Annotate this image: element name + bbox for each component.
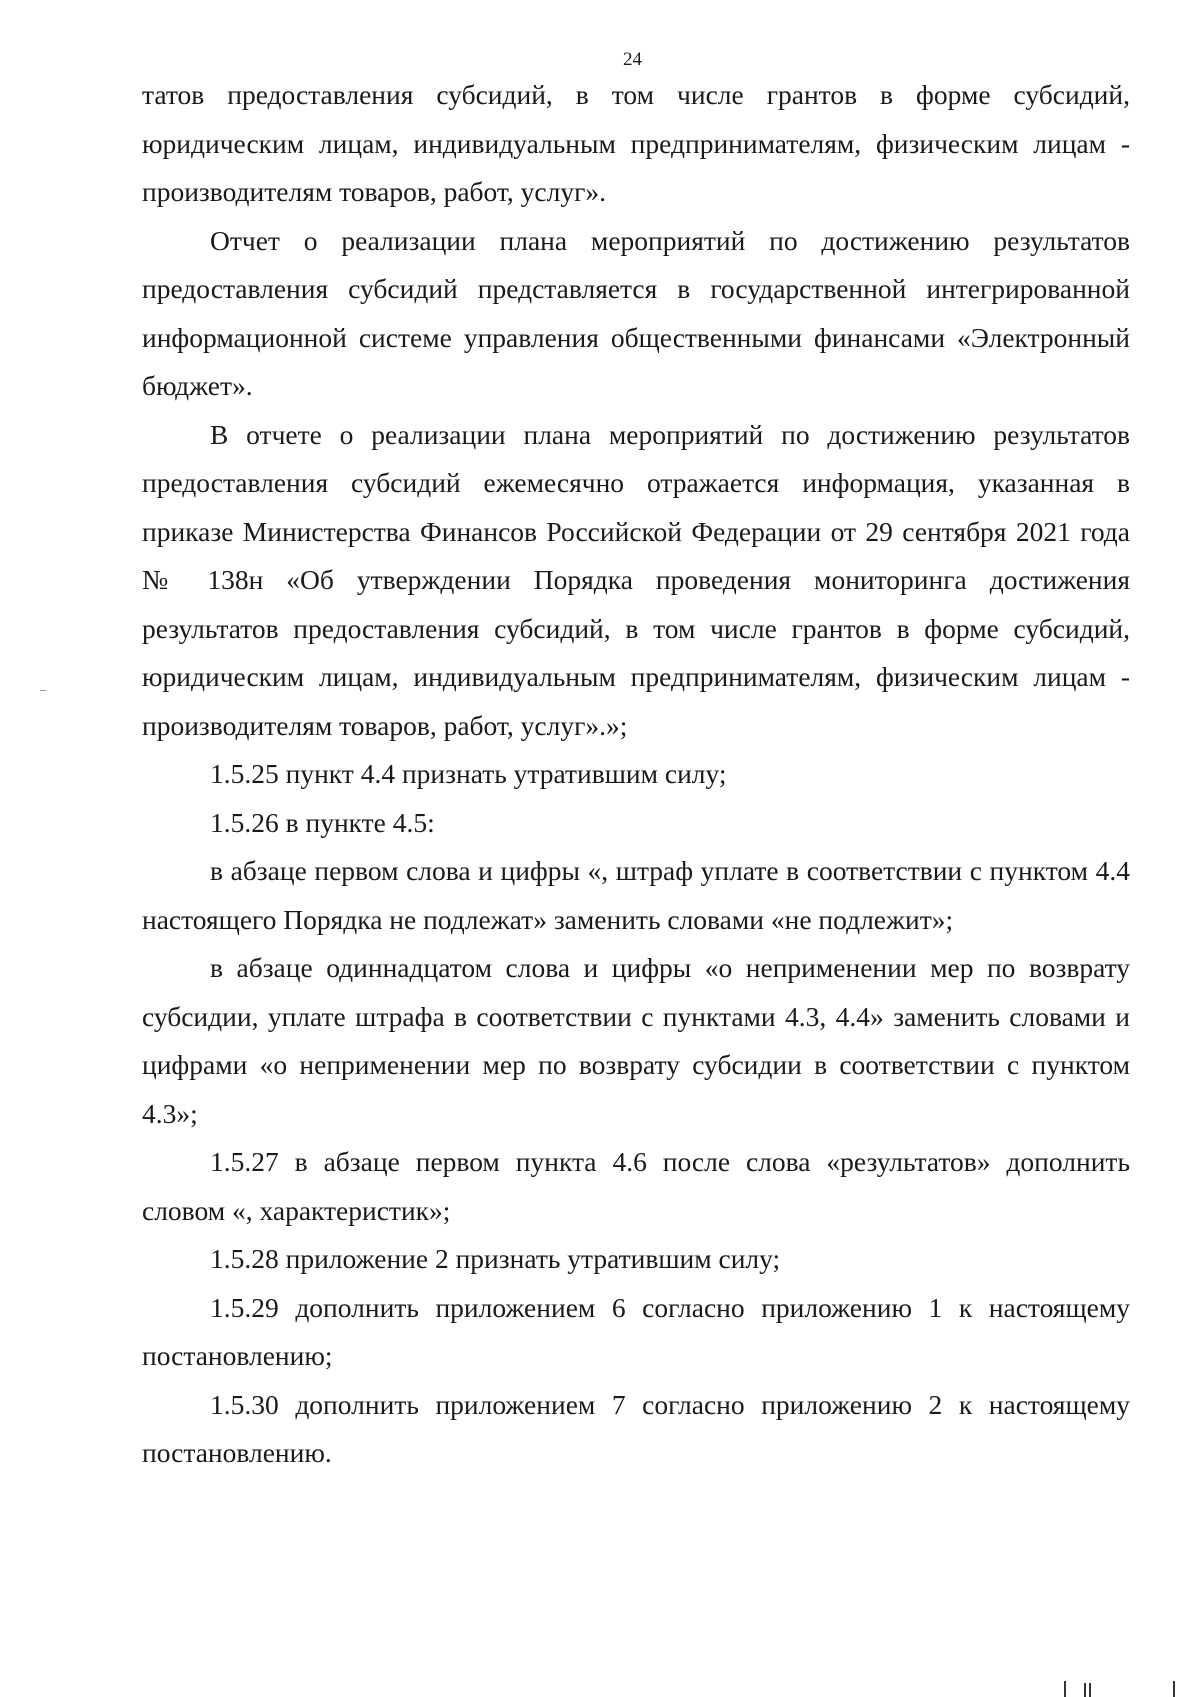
item-1-5-29: 1.5.29 дополнить приложением 6 согласно приложению 1 к настоящему постановлению; (142, 1291, 1130, 1371)
scan-artifact-bottom-4 (1173, 1681, 1175, 1697)
item-1-5-26: 1.5.26 в пункте 4.5: (210, 806, 435, 838)
paragraph-continuation: татов предоставления субсидий, в том числе грантов в форме субсидий, юридическим лицам, индивидуальным предпринимателям, физическим лицам - производителям товаров, работ, услуг». (142, 79, 1130, 207)
item-1-5-26-eleventh-paragraph: в абзаце одиннадцатом слова и цифры «о неприменении мер по возврату субсидии, уплате штрафа в соответствии с пунктами 4.3, 4.4» заменить словами и цифрами «о неприменении мер по возврату субсидии в соответствии с пунктом 4.3»; (142, 952, 1130, 1129)
item-1-5-25: 1.5.25 пункт 4.4 признать утратившим силу; (210, 758, 727, 789)
paragraph-report-monthly: В отчете о реализации плана мероприятий по достижению результатов предоставления субсидий ежемесячно отражается информация, указанная в приказе Министерства Финансов Российской Федерации от 29 сентября 2021 года № 138н «Об утверждении Порядка проведения мониторинга достижения результатов предоставления субсидий, в том числе грантов в форме субсидий, юридическим лицам, индивидуальным предпринимателям, физическим лицам - производителям товаров, работ, услуг».»; (142, 418, 1130, 741)
paragraph-report-system: Отчет о реализации плана мероприятий по достижению результатов предоставления субсидий представляется в государственной интегрированной информационной системе управления общественными финансами «Электронный бюджет». (142, 224, 1130, 401)
scan-artifact-bottom-3 (1089, 1683, 1091, 1697)
page-number: 24 (623, 49, 642, 70)
document-body (142, 71, 1130, 1478)
item-1-5-26-first-paragraph: в абзаце первом слова и цифры «, штраф уплате в соответствии с пунктом 4.4 настоящего Порядка не подлежат» заменить словами «не подлежит»; (142, 855, 1130, 935)
item-1-5-30: 1.5.30 дополнить приложением 7 согласно приложению 2 к настоящему постановлению. (142, 1388, 1130, 1468)
scan-artifact-bottom-1 (1064, 1681, 1066, 1697)
scan-artifact-left (40, 690, 46, 691)
scan-artifact-bottom-2 (1084, 1683, 1086, 1697)
item-1-5-27: 1.5.27 в абзаце первом пункта 4.6 после слова «результатов» дополнить словом «, характеристик»; (142, 1146, 1130, 1226)
item-1-5-28: 1.5.28 приложение 2 признать утратившим силу; (210, 1243, 781, 1274)
